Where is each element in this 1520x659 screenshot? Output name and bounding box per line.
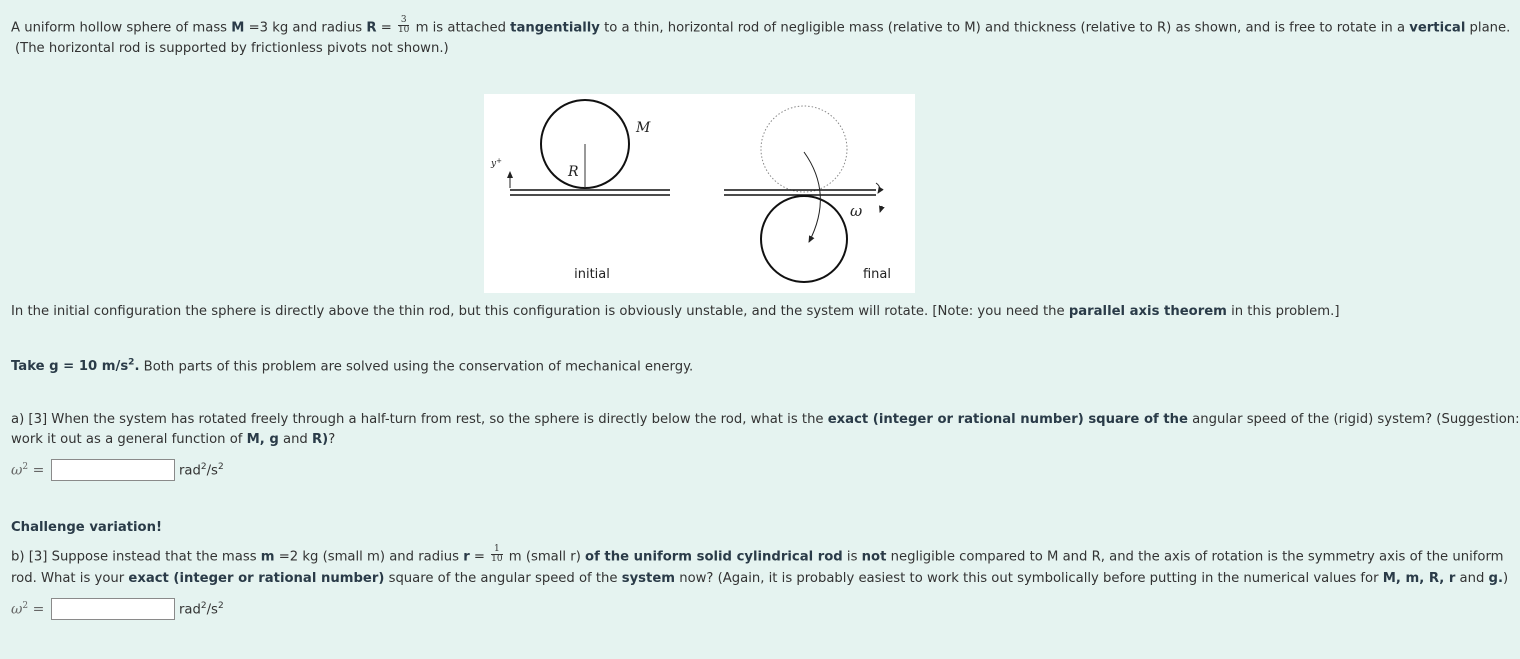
configuration-text xyxy=(11,304,1339,319)
keyword-vertical: vertical xyxy=(1409,20,1466,36)
part-a-text: and xyxy=(278,432,312,447)
part-b-line-1 xyxy=(11,544,1504,566)
intro-line-1 xyxy=(11,15,1511,37)
gravity-rest: Both parts of this problem are solved using the conservation of mechanical energy. xyxy=(139,359,694,375)
part-b-answer-input[interactable] xyxy=(51,598,175,620)
part-a-answer-input[interactable] xyxy=(51,459,175,481)
caption-final: final xyxy=(862,267,892,282)
config-text-part: In the initial configuration the sphere is directly above the thin rod, but this configuration is obviously unstable, and the system will rotate. [Note: you need the xyxy=(11,304,1069,319)
small-mass-var: m xyxy=(260,549,275,565)
fraction-denominator: 10 xyxy=(397,25,410,35)
part-b-text: negligible compared to M and R, and the axis of rotation is the symmetry axis of the uniform xyxy=(886,549,1504,565)
intro-text: A uniform hollow sphere of mass xyxy=(11,20,232,36)
sphere-final xyxy=(761,196,847,282)
fraction-denominator: 10 xyxy=(491,554,503,564)
part-b-unit: $rad^2/s^2$ xyxy=(179,600,224,618)
part-a-line-2 xyxy=(11,432,335,447)
part-b-bold: not xyxy=(861,549,887,565)
part-a-text: work it out as a general function of xyxy=(11,432,247,447)
part-b-text: m (small r) xyxy=(504,549,586,565)
mass-label: M xyxy=(636,120,651,136)
small-radius-var: r xyxy=(463,549,470,565)
part-a-text: a) [3] When the system has rotated freely through a half-turn from rest, so the sphere is directly below the rod, what is the xyxy=(11,412,828,427)
gravity-text xyxy=(11,358,693,374)
part-a-bold: exact (integer or rational number) square of the xyxy=(827,412,1188,427)
part-b-bold: M, m, R, r xyxy=(1382,571,1456,586)
keyword-tangentially: tangentially xyxy=(510,20,600,36)
small-radius-fraction xyxy=(491,545,502,564)
part-b-bold: system xyxy=(621,571,676,586)
part-a-text: ? xyxy=(328,432,336,447)
challenge-title xyxy=(11,520,162,535)
part-b-text: ) xyxy=(1502,571,1509,586)
part-b-text: now? (Again, it is probably easiest to work this out symbolically before putting in the numerical values for xyxy=(675,571,1383,586)
part-a-text: angular speed of the (rigid) system? (Suggestion: xyxy=(1187,412,1520,427)
intro-line-2: (The horizontal rod is supported by frictionless pivots not shown.) xyxy=(15,41,449,56)
part-b-text: =2 kg (small m) and radius xyxy=(274,549,464,565)
gravity-value: Take g = 10 $m/s^2$. xyxy=(11,358,140,375)
figure xyxy=(484,94,915,293)
part-b-bold: exact (integer or rational number) xyxy=(128,571,385,586)
figure-diagram xyxy=(484,94,915,293)
part-b-text: square of the angular speed of the xyxy=(384,571,622,586)
omega-arrow xyxy=(880,206,882,212)
part-a-omega-label: $\omega^2$ = xyxy=(11,461,45,479)
part-a-answer-row xyxy=(11,459,224,481)
part-b-bold: of the uniform solid cylindrical rod xyxy=(585,549,843,565)
intro-text: =3 kg and radius xyxy=(244,20,367,36)
intro-text: m is attached xyxy=(411,20,511,36)
part-b-omega-label: $\omega^2$ = xyxy=(11,600,45,618)
part-a-bold: M, g xyxy=(246,432,279,447)
mass-var: M xyxy=(231,20,245,36)
fraction-numerator: 1 xyxy=(491,545,502,555)
intro-text: plane. xyxy=(1465,20,1511,36)
intro-text: = xyxy=(376,20,396,36)
rod-rotation-arrow xyxy=(876,183,880,193)
part-b-answer-row xyxy=(11,598,224,620)
challenge-heading: Challenge variation! xyxy=(11,520,163,535)
final-diagram xyxy=(724,106,891,282)
initial-diagram xyxy=(490,100,670,282)
part-b-text: b) [3] Suppose instead that the mass xyxy=(11,549,261,565)
caption-initial: initial xyxy=(574,267,610,282)
part-a-bold: R) xyxy=(312,432,329,447)
omega-label: ω xyxy=(850,202,863,220)
part-b-text: = xyxy=(469,549,490,565)
config-text-part: in this problem.] xyxy=(1226,304,1340,319)
part-b-bold: g. xyxy=(1488,571,1503,586)
keyword-parallel-axis: parallel axis theorem xyxy=(1068,304,1227,319)
sphere-dotted-start xyxy=(761,106,847,192)
part-a-unit: $rad^2/s^2$ xyxy=(179,461,224,479)
intro-text: to a thin, horizontal rod of negligible mass (relative to M) and thickness (relative to R) as shown, and is free to rotate in a xyxy=(599,20,1410,36)
radius-var: R xyxy=(366,20,377,36)
part-b-text: is xyxy=(842,549,862,565)
part-b-text: and xyxy=(1455,571,1489,586)
radius-fraction xyxy=(398,16,409,35)
part-b-line-2 xyxy=(11,571,1508,586)
fraction-numerator: 3 xyxy=(398,16,409,26)
part-b-text: rod. What is your xyxy=(11,571,129,586)
y-axis-label: y+ xyxy=(491,157,502,169)
part-a-line-1 xyxy=(11,412,1520,427)
radius-label: R xyxy=(568,164,579,180)
